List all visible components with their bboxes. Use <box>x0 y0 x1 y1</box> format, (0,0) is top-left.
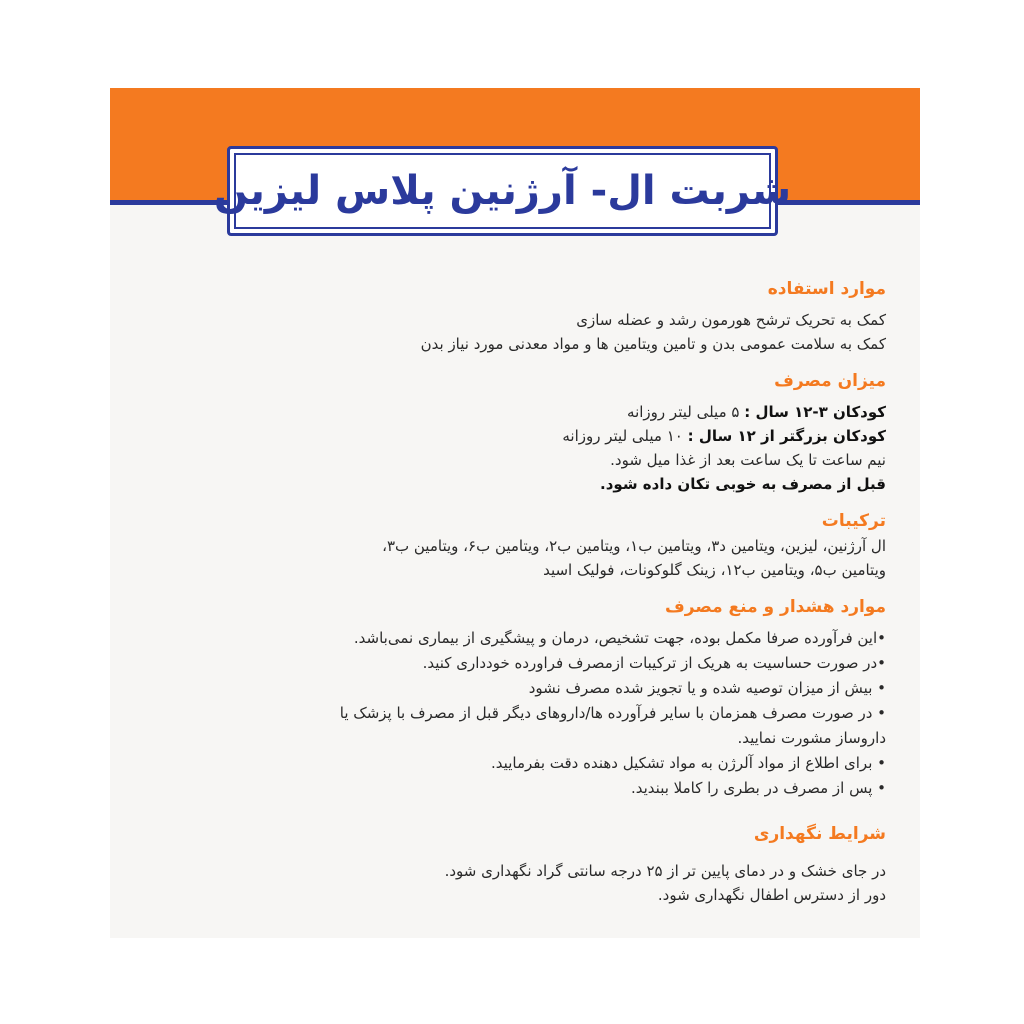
dosage-older-value: ۱۰ میلی لیتر روزانه <box>562 427 683 445</box>
warning-item-4: • در صورت مصرف همزمان با سایر فرآورده ها/داروهای دیگر قبل از مصرف با پزشک یا <box>339 704 886 722</box>
usage-line-1: کمک به تحریک ترشح هورمون رشد و عضله سازی <box>576 311 886 329</box>
dosage-older-label: کودکان بزرگتر از ۱۲ سال : <box>687 427 886 445</box>
ingredients-heading: ترکیبات <box>821 511 886 531</box>
dosage-child <box>126 400 886 424</box>
warning-item-4-cont: داروساز مشورت نمایید. <box>737 729 886 747</box>
ingredients-line-1: ال آرژنین، لیزین، ویتامین د۳، ویتامین ب۱، ویتامین ب۲، ویتامین ب۶، ویتامین ب۳، <box>382 537 886 555</box>
dosage-child-value: ۵ میلی لیتر روزانه <box>627 403 740 421</box>
dosage-heading: میزان مصرف <box>774 371 886 391</box>
usage-heading: موارد استفاده <box>767 279 886 299</box>
dosage-timing: نیم ساعت تا یک ساعت بعد از غذا میل شود. <box>610 451 886 469</box>
storage-heading: شرایط نگهداری <box>753 824 886 844</box>
product-title: شربت ال- آرژنین پلاس لیزین <box>213 168 792 214</box>
dosage-shake: قبل از مصرف به خوبی تکان داده شود. <box>600 475 886 493</box>
label-content <box>126 276 886 907</box>
warning-item-5: • برای اطلاع از مواد آلرژن به مواد تشکیل دهنده دقت بفرمایید. <box>491 754 886 772</box>
product-label-card <box>110 88 920 938</box>
warnings-heading: موارد هشدار و منع مصرف <box>665 597 886 617</box>
usage-line-2: کمک به سلامت عمومی بدن و تامین ویتامین ها و مواد معدنی مورد نیاز بدن <box>420 335 886 353</box>
warning-item-6: • پس از مصرف در بطری را کاملا ببندید. <box>630 779 886 797</box>
warning-item-1: •این فرآورده صرفا مکمل بوده، جهت تشخیص، درمان و پیشگیری از بیماری نمی‌باشد. <box>353 629 886 647</box>
storage-line-1: در جای خشک و در دمای پایین تر از ۲۵ درجه سانتی گراد نگهداری شود. <box>444 862 886 880</box>
title-box <box>213 146 792 236</box>
storage-line-2: دور از دسترس اطفال نگهداری شود. <box>657 886 886 904</box>
dosage-child-label: کودکان ۳-۱۲ سال : <box>744 403 886 421</box>
dosage-older <box>126 424 886 448</box>
ingredients-line-2: ویتامین ب۵، ویتامین ب۱۲، زینک گلوکونات، فولیک اسید <box>543 561 886 579</box>
warning-item-3: • بیش از میزان توصیه شده و یا تجویز شده مصرف نشود <box>528 679 886 697</box>
warning-item-2: •در صورت حساسیت به هریک از ترکیبات ازمصرف فراورده خودداری کنید. <box>422 654 886 672</box>
